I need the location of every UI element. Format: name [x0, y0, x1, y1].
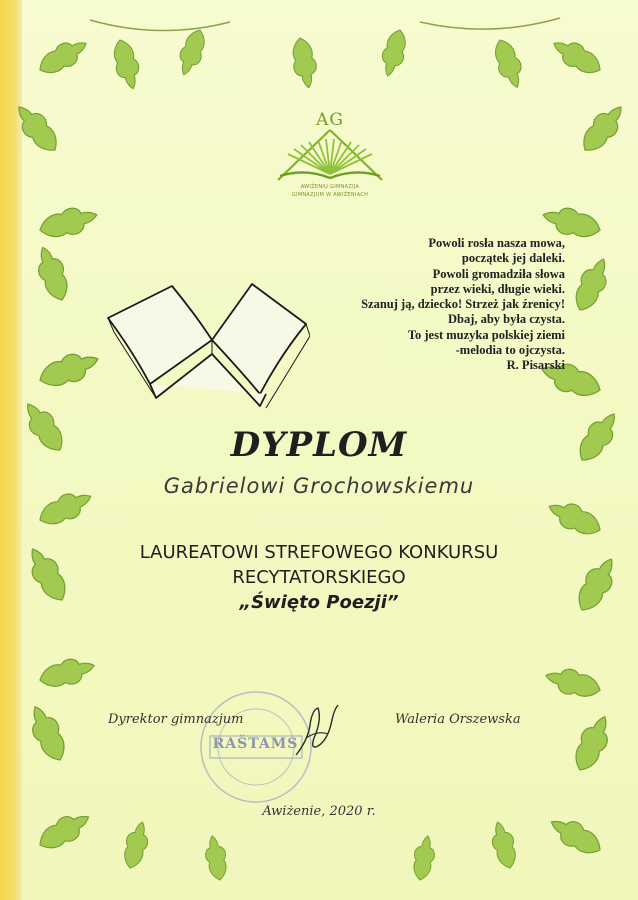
award-text: [0, 540, 638, 615]
director-name: Waleria Orszewska: [395, 712, 521, 727]
poem-line: Szanuj ją, dziecko! Strzeż jak źrenicy!: [361, 297, 565, 312]
poem-line: Powoli rosła nasza mowa,: [428, 236, 565, 250]
poem-line: -melodia to ojczysta.: [455, 343, 565, 358]
poem-author: R. Pisarski: [506, 358, 565, 373]
place-and-date: Awiżenie, 2020 r.: [262, 804, 376, 819]
poem-line: Powoli gromadziła słowa: [432, 266, 565, 281]
award-line-1: LAUREATOWI STREFOWEGO KONKURSU: [139, 542, 499, 563]
poem-line: To jest muzyka polskiej ziemi: [407, 327, 565, 342]
award-line-2: RECYTATORSKIEGO: [232, 567, 406, 588]
director-label: Dyrektor gimnazjum: [108, 712, 244, 727]
sunburst-book-icon: [270, 122, 390, 182]
logo-caption-line2: GIMNAZJUM W AWIŻENIACH: [291, 192, 369, 198]
open-book-icon: [100, 274, 310, 414]
award-contest-name: „Święto Poezji”: [239, 592, 399, 613]
signature: [288, 700, 348, 760]
poem-line: Dbaj, aby była czysta.: [447, 312, 565, 327]
poem-line: początek jej daleki.: [461, 251, 565, 266]
school-logo: [270, 110, 390, 205]
logo-initials: AG: [316, 110, 344, 130]
poem: [285, 236, 565, 374]
diploma-title: DYPLOM: [230, 425, 408, 465]
logo-caption-line1: AWIŻENIŲ GIMNAZIJA: [300, 184, 360, 190]
poem-line: przez wieki, długie wieki.: [430, 281, 565, 296]
recipient-name: Gabrielowi Grochowskiemu: [163, 474, 475, 498]
stamp-text: RAŠTAMS: [212, 736, 299, 752]
